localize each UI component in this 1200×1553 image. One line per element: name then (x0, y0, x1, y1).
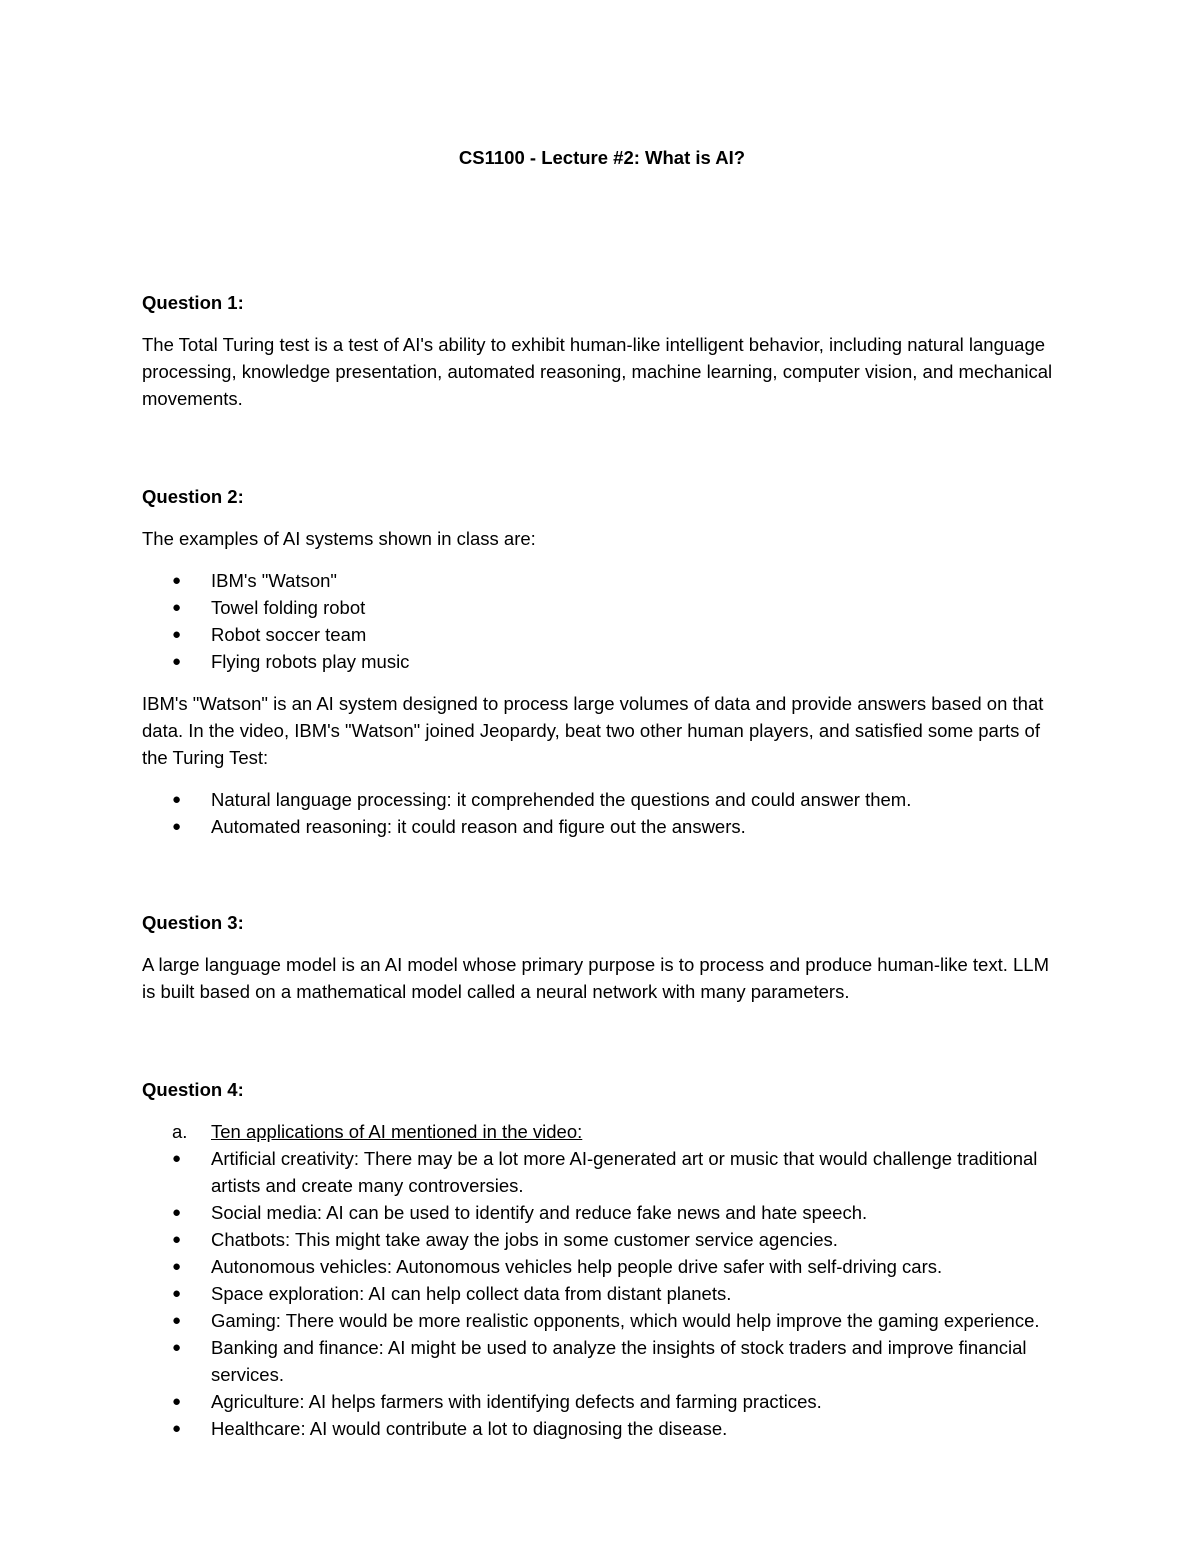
bullet-icon: ● (172, 572, 182, 589)
bullet-icon: ● (172, 1231, 182, 1248)
bullet-icon: ● (172, 791, 182, 808)
list-item-text: Gaming: There would be more realistic opponents, which would help improve the gaming experience. (211, 1310, 1040, 1331)
list-item-text: Social media: AI can be used to identify and reduce fake news and hate speech. (211, 1202, 868, 1223)
list-item-text: Flying robots play music (211, 651, 410, 672)
bullet-icon: ● (172, 599, 182, 616)
applications-list (142, 1118, 1062, 1442)
ai-systems-list (142, 567, 1062, 675)
list-item-text: Autonomous vehicles: Autonomous vehicles help people drive safer with self-driving cars. (211, 1256, 943, 1277)
list-item (142, 1145, 1062, 1199)
question-4-section (142, 1076, 1062, 1442)
bullet-icon: ● (172, 818, 182, 835)
question-3-answer: A large language model is an AI model whose primary purpose is to process and produce human-like text. LLM is built based on a mathematical model called a neural network with many parameters. (142, 954, 1049, 1002)
list-item (142, 1334, 1062, 1388)
question-2-intro: The examples of AI systems shown in class are: (142, 528, 536, 549)
list-item (142, 786, 1062, 813)
list-item-text: IBM's "Watson" (211, 570, 337, 591)
bullet-icon: ● (172, 1150, 182, 1167)
bullet-icon: ● (172, 1312, 182, 1329)
list-item (142, 594, 1062, 621)
list-item-text: Robot soccer team (211, 624, 367, 645)
question-1-answer: The Total Turing test is a test of AI's ability to exhibit human-like intelligent behavior, including natural language processing, knowledge presentation, automated reasoning, machine learning, computer vision, and mechanical movements. (142, 334, 1053, 409)
bullet-icon: ● (172, 626, 182, 643)
question-4-heading: Question 4: (142, 1079, 244, 1100)
bullet-icon: ● (172, 1339, 182, 1356)
list-item (142, 1280, 1062, 1307)
watson-description: IBM's "Watson" is an AI system designed to process large volumes of data and provide answers based on that data. In the video, IBM's "Watson" joined Jeopardy, beat two other human players, and satisfied some parts of the Turing Test: (142, 693, 1044, 768)
question-1-heading: Question 1: (142, 292, 244, 313)
list-item-text: Agriculture: AI helps farmers with identifying defects and farming practices. (211, 1391, 822, 1412)
question-2-section (142, 483, 1062, 840)
list-item (142, 1118, 1062, 1145)
bullet-icon: ● (172, 1393, 182, 1410)
question-1-section (142, 289, 1062, 412)
list-item (142, 1388, 1062, 1415)
list-item (142, 813, 1062, 840)
question-3-section (142, 909, 1062, 1005)
list-item-text: Space exploration: AI can help collect data from distant planets. (211, 1283, 732, 1304)
list-item (142, 621, 1062, 648)
question-2-heading: Question 2: (142, 486, 244, 507)
list-item (142, 1307, 1062, 1334)
list-item-text: Ten applications of AI mentioned in the video: (211, 1121, 583, 1142)
bullet-icon: ● (172, 1285, 182, 1302)
question-3-heading: Question 3: (142, 912, 244, 933)
list-item-text: Banking and finance: AI might be used to analyze the insights of stock traders and improve financial services. (211, 1337, 1027, 1385)
bullet-icon: ● (172, 653, 182, 670)
list-item (142, 1199, 1062, 1226)
turing-points-list (142, 786, 1062, 840)
list-marker: a. (172, 1121, 188, 1142)
list-item-text: Chatbots: This might take away the jobs in some customer service agencies. (211, 1229, 838, 1250)
list-item-text: Artificial creativity: There may be a lot more AI-generated art or music that would challenge traditional artists and create many controversies. (211, 1148, 1038, 1196)
list-item (142, 1415, 1062, 1442)
list-item-text: Towel folding robot (211, 597, 366, 618)
document-content (142, 140, 1062, 1442)
list-item (142, 1253, 1062, 1280)
list-item-text: Natural language processing: it comprehended the questions and could answer them. (211, 789, 912, 810)
list-item (142, 648, 1062, 675)
list-item-text: Healthcare: AI would contribute a lot to diagnosing the disease. (211, 1418, 728, 1439)
bullet-icon: ● (172, 1204, 182, 1221)
list-item-text: Automated reasoning: it could reason and figure out the answers. (211, 816, 746, 837)
page-title: CS1100 - Lecture #2: What is AI? (458, 147, 746, 168)
list-item (142, 567, 1062, 594)
list-item (142, 1226, 1062, 1253)
bullet-icon: ● (172, 1258, 182, 1275)
bullet-icon: ● (172, 1420, 182, 1437)
